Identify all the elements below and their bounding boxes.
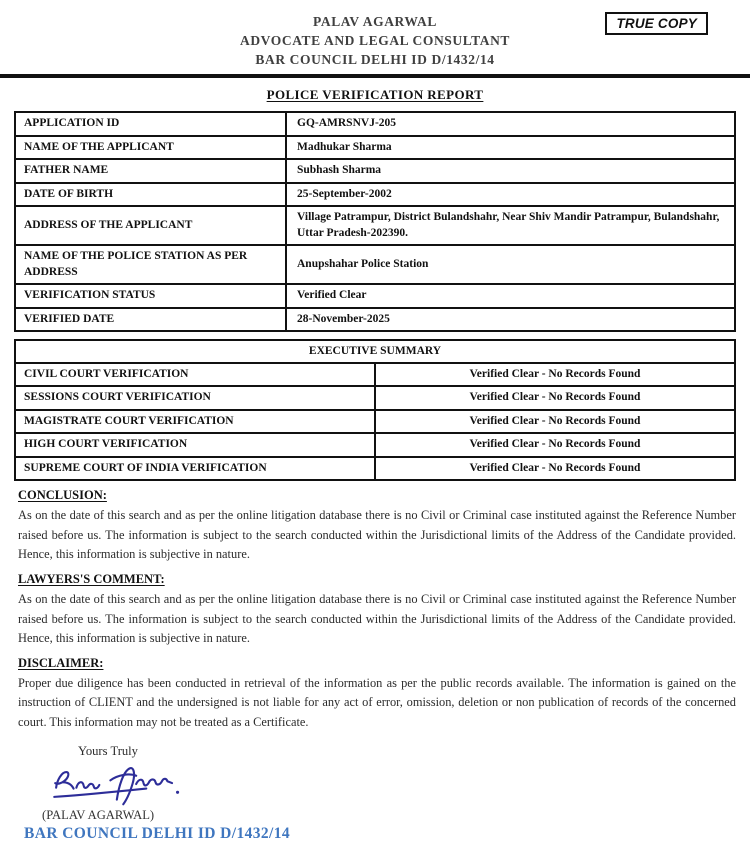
table-row xyxy=(15,308,735,332)
verification-label: CIVIL COURT VERIFICATION xyxy=(15,363,375,387)
letterhead xyxy=(14,12,736,69)
advocate-name: PALAV AGARWAL xyxy=(313,14,437,29)
verification-label: HIGH COURT VERIFICATION xyxy=(15,433,375,457)
field-label: APPLICATION ID xyxy=(15,112,286,136)
table-row xyxy=(15,363,735,387)
field-value: Anupshahar Police Station xyxy=(286,245,735,284)
conclusion-heading: CONCLUSION: xyxy=(18,488,107,503)
true-copy-stamp: TRUE COPY xyxy=(605,12,708,35)
lawyers-comment-text: As on the date of this search and as per the online litigation database there is no Civil or Criminal case instituted against the Reference Number raised before us. The information is subject to the search conducted within the Jurisdictional limits of the Address of the Candidate provided. Hence, this information is subjective in nature. xyxy=(18,592,736,646)
verification-result: Verified Clear - No Records Found xyxy=(375,386,735,410)
field-value: Subhash Sharma xyxy=(286,159,735,183)
table-row xyxy=(15,183,735,207)
advocate-bar-id: BAR COUNCIL DELHI ID D/1432/14 xyxy=(255,52,495,67)
field-value: Verified Clear xyxy=(286,284,735,308)
field-label: NAME OF THE APPLICANT xyxy=(15,136,286,160)
field-value: Village Patrampur, District Bulandshahr, Near Shiv Mandir Patrampur, Bulandshahr, Uttar Pradesh-202390. xyxy=(286,206,735,245)
field-label: VERIFICATION STATUS xyxy=(15,284,286,308)
table-row xyxy=(15,206,735,245)
executive-summary-table xyxy=(14,339,736,481)
report-title: POLICE VERIFICATION REPORT xyxy=(266,87,484,102)
verification-label: SUPREME COURT OF INDIA VERIFICATION xyxy=(15,457,375,481)
executive-summary-header-row xyxy=(15,340,735,363)
table-row xyxy=(15,386,735,410)
verification-label: SESSIONS COURT VERIFICATION xyxy=(15,386,375,410)
lawyers-comment-section xyxy=(14,571,736,649)
verification-result: Verified Clear - No Records Found xyxy=(375,433,735,457)
verification-label: MAGISTRATE COURT VERIFICATION xyxy=(15,410,375,434)
field-value: Madhukar Sharma xyxy=(286,136,735,160)
conclusion-section xyxy=(14,487,736,565)
verification-result: Verified Clear - No Records Found xyxy=(375,457,735,481)
disclaimer-section xyxy=(14,655,736,733)
lawyers-comment-heading: LAWYERS'S COMMENT: xyxy=(18,572,165,587)
applicant-info-table xyxy=(14,111,736,332)
signatory-name: (PALAV AGARWAL) xyxy=(42,807,155,822)
table-row xyxy=(15,284,735,308)
field-label: DATE OF BIRTH xyxy=(15,183,286,207)
field-label: NAME OF THE POLICE STATION AS PER ADDRESS xyxy=(15,245,286,284)
field-label: VERIFIED DATE xyxy=(15,308,286,332)
handwritten-signature xyxy=(40,761,190,807)
field-value: 25-September-2002 xyxy=(286,183,735,207)
verification-result: Verified Clear - No Records Found xyxy=(375,363,735,387)
table-row xyxy=(15,457,735,481)
bar-council-id-line: BAR COUNCIL DELHI ID D/1432/14 xyxy=(24,824,291,842)
disclaimer-text: Proper due diligence has been conducted in retrieval of the information as per the public records available. The information is gained on the instruction of CLIENT and the undersigned is not liable for any act of error, omission, deletion or non publication of records of the concerned court. This information may not be treated as a Certificate. xyxy=(18,675,736,729)
table-row xyxy=(15,410,735,434)
field-value: GQ-AMRSNVJ-205 xyxy=(286,112,735,136)
advocate-designation: ADVOCATE AND LEGAL CONSULTANT xyxy=(239,33,511,48)
table-row xyxy=(15,433,735,457)
field-value: 28-November-2025 xyxy=(286,308,735,332)
executive-summary-title: EXECUTIVE SUMMARY xyxy=(15,340,735,363)
table-row xyxy=(15,112,735,136)
table-row xyxy=(15,136,735,160)
verification-result: Verified Clear - No Records Found xyxy=(375,410,735,434)
closing-salutation: Yours Truly xyxy=(78,743,138,758)
disclaimer-heading: DISCLAIMER: xyxy=(18,655,104,670)
table-row xyxy=(15,159,735,183)
conclusion-text: As on the date of this search and as per the online litigation database there is no Civil or Criminal case instituted against the Reference Number raised before us. The information is subject to the search conducted within the Jurisdictional limits of the Address of the Candidate provided. Hence, this information is subjective in nature. xyxy=(18,508,736,562)
table-row xyxy=(15,245,735,284)
field-label: FATHER NAME xyxy=(15,159,286,183)
letterhead-divider-rule xyxy=(0,74,750,78)
field-label: ADDRESS OF THE APPLICANT xyxy=(15,206,286,245)
